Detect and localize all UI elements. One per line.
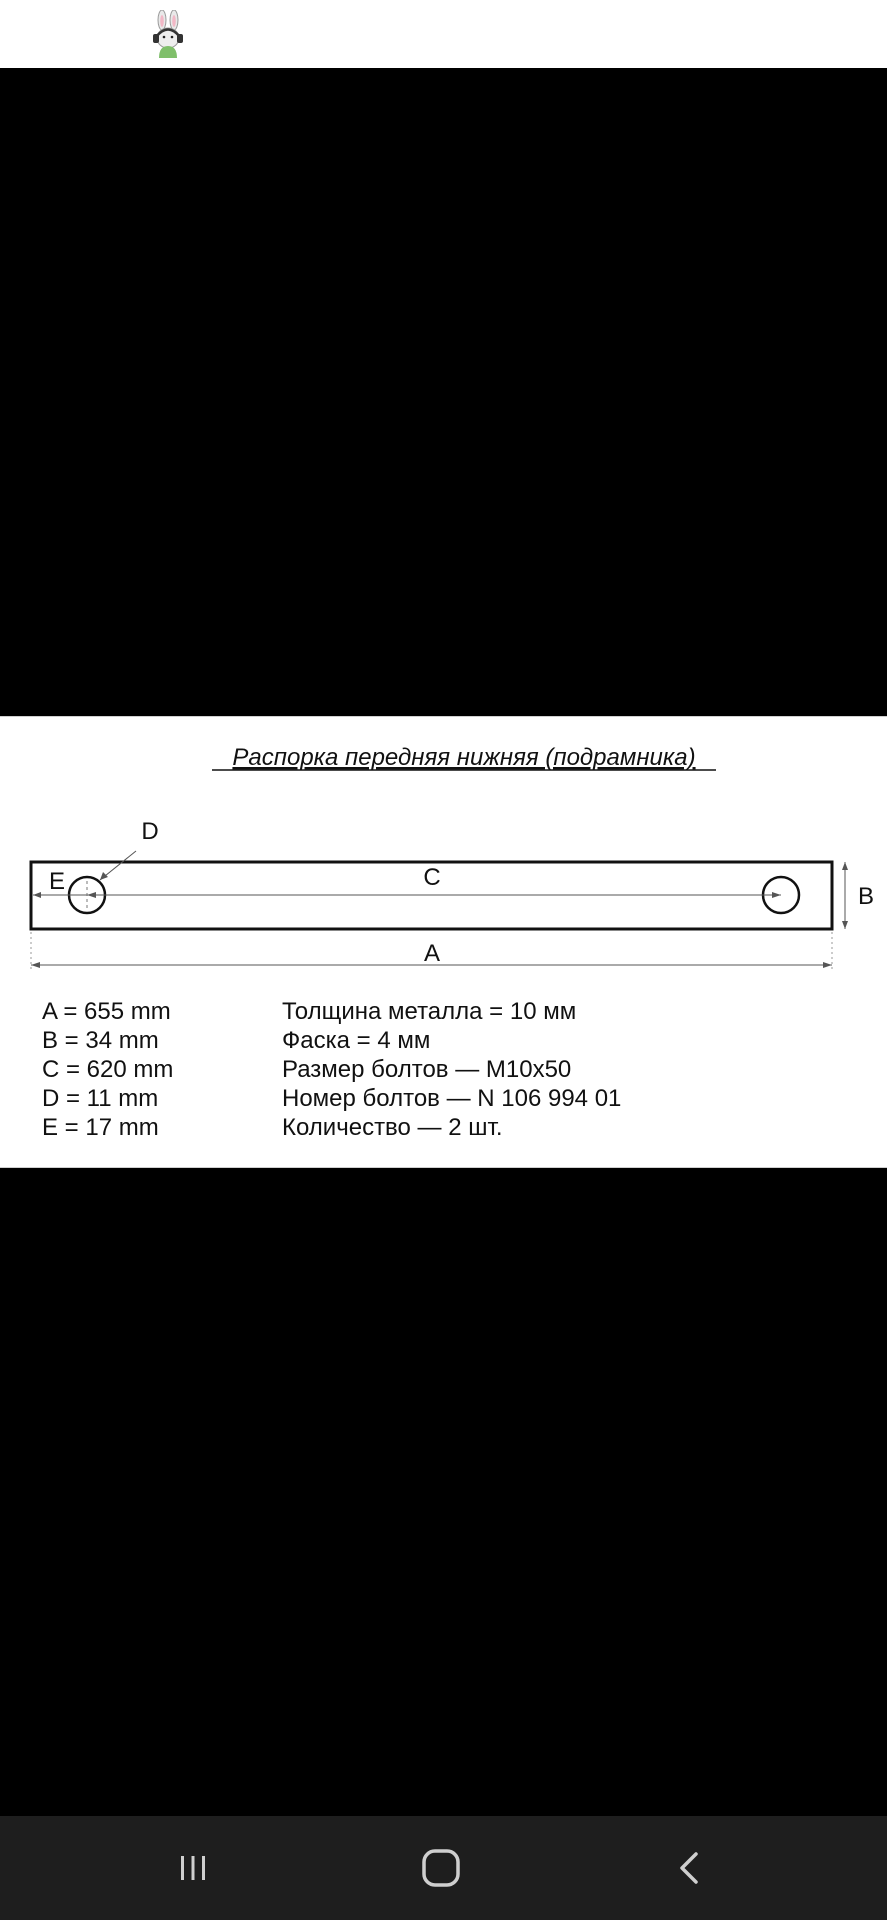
spec-left-a: A = 655 mm [42, 998, 171, 1025]
dim-label-e: E [48, 868, 66, 895]
spec-bolt-size: Размер болтов — M10x50 [282, 1056, 572, 1083]
spec-chamfer: Фаска = 4 мм [282, 1027, 431, 1054]
top-bar [0, 0, 887, 68]
spec-left-b: B = 34 mm [42, 1027, 159, 1054]
spec-left-d: D = 11 mm [42, 1085, 159, 1112]
spec-left-c: C = 620 mm [42, 1056, 174, 1083]
dim-label-b: B [858, 883, 875, 910]
dim-label-c: C [423, 864, 441, 891]
drawing-title: Распорка передняя нижняя (подрамника) [232, 744, 696, 771]
dim-label-d: D [141, 818, 159, 845]
spec-quantity: Количество — 2 шт. [282, 1114, 503, 1141]
spec-bolt-number: Номер болтов — N 106 994 01 [282, 1085, 622, 1112]
dim-label-a: A [423, 940, 441, 967]
system-navigation-bar [0, 1816, 887, 1920]
spec-left-e: E = 17 mm [42, 1114, 159, 1141]
technical-drawing [0, 716, 887, 1168]
spec-metal-thickness: Толщина металла = 10 мм [282, 998, 577, 1025]
recents-icon[interactable] [163, 1838, 223, 1898]
back-icon[interactable] [660, 1838, 720, 1898]
bunny-headphones-avatar-icon[interactable] [148, 10, 188, 60]
home-icon[interactable] [411, 1838, 471, 1898]
